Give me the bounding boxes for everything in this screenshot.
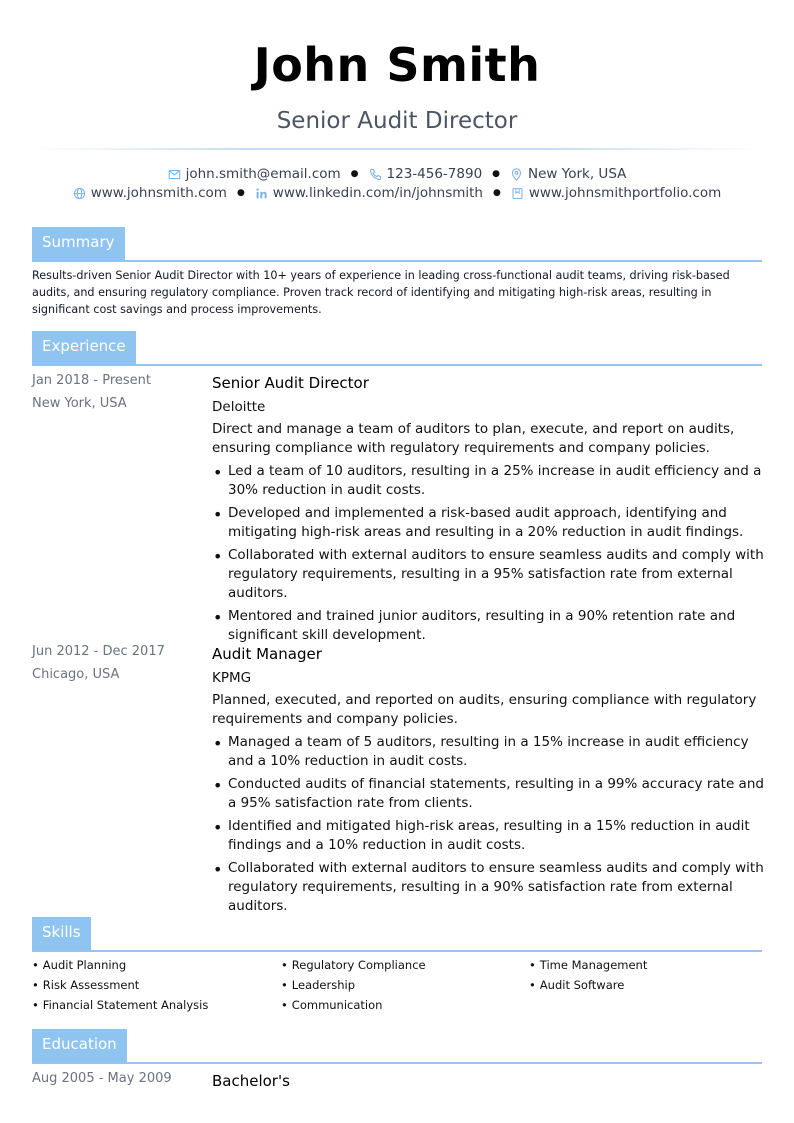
- job-description: Planned, executed, and reported on audits, ensuring compliance with regulatory requirements and company policies.: [212, 692, 757, 727]
- achievement-item: • Conducted audits of financial statements, resulting in a 99% accuracy rate and a 95% satisfaction rate from clients.: [212, 775, 764, 813]
- bookmark-icon: [511, 187, 524, 200]
- achievement-item: • Developed and implemented a risk-based audit approach, identifying and mitigating high-risk areas and resulting in a 20% reduction in audit findings.: [212, 504, 764, 542]
- summary-text: Results-driven Senior Audit Director with 10+ years of experience in leading cross-functional audit teams, driving risk-based audits, and ensuring regulatory compliance. Proven track record of identifying and mitigating high-risk areas, resulting in significant cost savings and process improvements.: [32, 269, 730, 316]
- contact-location: [510, 166, 626, 182]
- job-company: KPMG: [212, 670, 252, 686]
- contact-row-links: [0, 185, 794, 201]
- separator-dot: ●: [350, 169, 359, 179]
- phone-icon: [369, 168, 382, 181]
- achievement-item: • Collaborated with external auditors to ensure seamless audits and comply with regulatory requirements, resulting in a 90% satisfaction rate from external auditors.: [212, 859, 764, 916]
- separator-dot: ●: [492, 188, 501, 198]
- skill-item: • Communication: [281, 998, 382, 1012]
- contact-phone[interactable]: [369, 166, 483, 182]
- section-title-skills: Skills: [32, 917, 91, 950]
- job-date: Jun 2012 - Dec 2017: [32, 644, 165, 659]
- contact-row-primary: [0, 166, 794, 182]
- globe-icon: [73, 187, 86, 200]
- job-role: Senior Audit Director: [212, 374, 369, 392]
- job-location: Chicago, USA: [32, 667, 120, 682]
- skill-item: • Audit Planning: [32, 958, 126, 972]
- skill-item: • Financial Statement Analysis: [32, 998, 208, 1012]
- job-company: Deloitte: [212, 399, 266, 415]
- job-achievements: [212, 462, 764, 645]
- contact-email[interactable]: [168, 166, 341, 182]
- achievement-item: • Identified and mitigated high-risk areas, resulting in a 15% reduction in audit findings and a 10% reduction in audit costs.: [212, 817, 764, 855]
- section-title-summary: Summary: [32, 227, 125, 260]
- phone-text[interactable]: 123-456-7890: [386, 166, 483, 182]
- website-text[interactable]: www.johnsmith.com: [90, 185, 227, 201]
- skill-item: • Risk Assessment: [32, 978, 139, 992]
- contact-portfolio[interactable]: [511, 185, 721, 201]
- job-achievements: [212, 733, 764, 916]
- linkedin-text[interactable]: www.linkedin.com/in/johnsmith: [272, 185, 483, 201]
- education-degree: Bachelor's: [212, 1072, 290, 1090]
- achievement-item: • Managed a team of 5 auditors, resulting in a 15% increase in audit efficiency and a 10% reduction in audit costs.: [212, 733, 764, 771]
- location-text: New York, USA: [528, 166, 627, 182]
- skill-item: • Time Management: [529, 958, 647, 972]
- linkedin-icon: [255, 187, 268, 200]
- section-experience-header: [32, 331, 762, 366]
- location-pin-icon: [510, 168, 523, 181]
- mail-icon: [168, 168, 181, 181]
- skill-item: • Leadership: [281, 978, 355, 992]
- section-title-experience: Experience: [32, 331, 136, 364]
- achievement-item: • Collaborated with external auditors to ensure seamless audits and comply with regulatory requirements, resulting in a 95% satisfaction rate from external auditors.: [212, 546, 764, 603]
- achievement-item: • Mentored and trained junior auditors, resulting in a 90% retention rate and significant skill development.: [212, 607, 764, 645]
- portfolio-text[interactable]: www.johnsmithportfolio.com: [528, 185, 722, 201]
- candidate-title: Senior Audit Director: [276, 108, 518, 134]
- separator-dot: ●: [492, 169, 501, 179]
- candidate-name: John Smith: [253, 38, 541, 92]
- skill-item: • Audit Software: [529, 978, 624, 992]
- job-location: New York, USA: [32, 396, 127, 411]
- header-divider: [32, 148, 762, 150]
- contact-website[interactable]: [73, 185, 227, 201]
- section-skills-header: [32, 917, 762, 952]
- email-text[interactable]: john.smith@email.com: [185, 166, 341, 182]
- separator-dot: ●: [236, 188, 245, 198]
- education-date: Aug 2005 - May 2009: [32, 1071, 172, 1086]
- job-date: Jan 2018 - Present: [32, 373, 151, 388]
- section-title-education: Education: [32, 1029, 127, 1062]
- contact-linkedin[interactable]: [255, 185, 483, 201]
- job-role: Audit Manager: [212, 645, 322, 663]
- job-description: Direct and manage a team of auditors to plan, execute, and report on audits, ensuring compliance with regulatory requirements and company policies.: [212, 421, 735, 456]
- skill-item: • Regulatory Compliance: [281, 958, 426, 972]
- achievement-item: • Led a team of 10 auditors, resulting in a 25% increase in audit efficiency and a 30% reduction in audit costs.: [212, 462, 764, 500]
- section-summary-header: [32, 227, 762, 262]
- section-education-header: [32, 1029, 762, 1064]
